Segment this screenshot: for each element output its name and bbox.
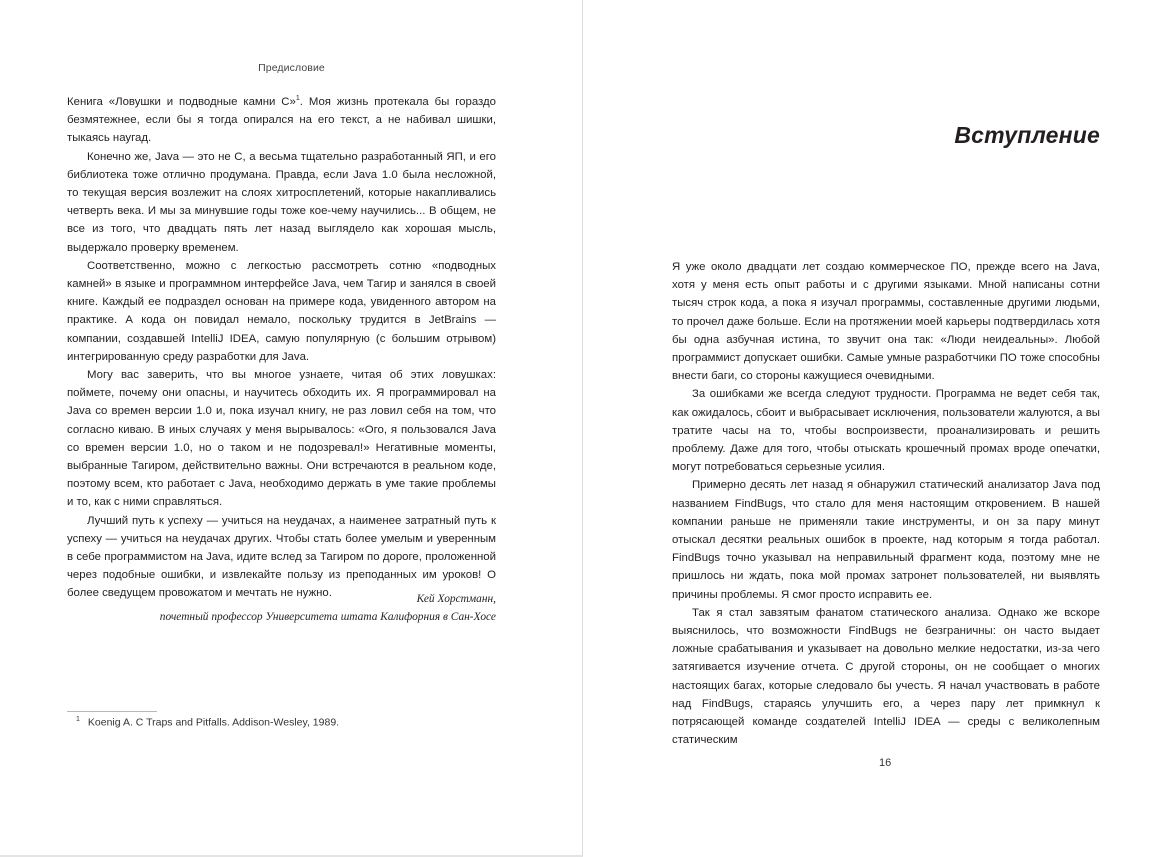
attribution-title: почетный профессор Университета штата Калифорния в Сан-Хосе bbox=[159, 611, 496, 624]
paragraph: Я уже около двадцати лет создаю коммерческое ПО, прежде всего на Java, хотя у меня есть опыт работы и с другими языками. Мной написаны сотни тысяч строк кода, а пока я изучал программы, составленные другими людьми, то прочел даже больше. Если на протяжении моей карьеры подтвердилась хотя бы одна азбучная истина, то звучит она так: «Люди неидеальны». Любой программист допускает ошибки. Самые умные разработчики ПО тоже способны внести баги, со стороны кажущиеся очевидными. bbox=[672, 261, 1100, 383]
footnote bbox=[76, 716, 340, 729]
attribution bbox=[67, 590, 496, 626]
introduction-body bbox=[672, 258, 1100, 749]
paragraph: Соответственно, можно с легкостью рассмотреть сотню «подводных камней» в языке и программном интерфейсе Java, чем Тагир и занялся в своей книге. Каждый ее подраздел основан на примере кода, увиденного автором на практике. А кода он повидал немало, поскольку трудится в JetBrains — компании, создавшей IntelliJ IDEA, самую популярную (с большим отрывом) интегрированную среду разработки для Java. bbox=[67, 259, 496, 363]
footnote-ref[interactable]: 1 bbox=[295, 95, 300, 103]
paragraph-text: Кенига «Ловушки и подводные камни С» bbox=[67, 96, 296, 108]
paragraph-text: . Моя жизнь протекала бы гораздо безмятежнее, если бы я тогда опирался на его текст, а не набивал шишки, тыкаясь наугад. bbox=[67, 96, 497, 145]
paragraph bbox=[67, 93, 496, 148]
chapter-title: Вступление bbox=[954, 122, 1100, 148]
paragraph: Примерно десять лет назад я обнаружил статический анализатор Java под названием FindBugs, что стало для меня настоящим откровением. В нашей компании раньше не применяли такие инструменты, и он за пару минут отыскал десятки реальных ошибок в проекте, над которым я тогда работал. FindBugs точно указывал на неправильный фрагмент кода, поэтому мне не пришлось ни ждать, пока мой промах затронет пользователей, ни выявлять причины проблемы. Я смог просто исправить ее. bbox=[672, 479, 1100, 601]
footnote-mark: 1 bbox=[76, 716, 80, 723]
paragraph: За ошибками же всегда следуют трудности. Программа не ведет себя так, как ожидалось, сбоит и выбрасывает исключения, пользователи жалуются, а вы тратите часы на то, чтобы воспроизвести, проанализировать и решить проблему. Даже для того, чтобы отыскать крошечный промах вроде опечатки, могут потребоваться серьезные усилия. bbox=[672, 388, 1100, 474]
paragraph: Конечно же, Java — это не С, а весьма тщательно разработанный ЯП, и его библиотека тоже отлично продумана. Правда, если Java 1.0 была несложной, то текущая версия возлежит на слоях хитросплетений, которые накапливались четверть века. И мы за минувшие годы тоже кое-чему научились... В общем, не все из того, что двадцать пять лет назад выглядело как хорошая мысль, выдержало проверку временем. bbox=[67, 150, 496, 254]
footnote-text: Koenig A. C Traps and Pitfalls. Addison-Wesley, 1989. bbox=[87, 716, 340, 729]
running-head: Предисловие bbox=[258, 62, 325, 74]
foreword-body bbox=[67, 93, 496, 603]
footnote-divider bbox=[67, 711, 157, 712]
attribution-name: Кей Хорстманн, bbox=[416, 593, 496, 605]
paragraph: Могу вас заверить, что вы многое узнаете, читая об этих ловушках: поймете, почему они опасны, и научитесь обходить их. Я программировал на Java со времен версии 1.0 и, пока изучал книгу, не раз ловил себя на том, что согласно киваю. В иных случаях у меня вырывалось: «Ого, я пользовался Java со времен версии 1.0, но о таком и не подозревал!» Негативные моменты, выбранные Тагиром, действительно важны. Они встречаются в реальном коде, поэтому всем, кто работает с Java, необходимо держать в уме такие проблемы и то, как с ними справляться. bbox=[67, 369, 496, 509]
paragraph: Так я стал завзятым фанатом статического анализа. Однако же вскоре выяснилось, что возможности FindBugs не безграничны: он часто выдает ложные срабатывания и указывает на довольно мелкие недостатки, из-за чего затягивается изучение отчета. С другой стороны, он не сообщает о многих настоящих багах, которые следовало бы учесть. Я начал участвовать в работе над FindBugs, стараясь улучшить его, а через пару лет примкнул к потрясающей команде создателей IntelliJ IDEA — среды с великолепным статическим bbox=[672, 606, 1100, 747]
paragraph: Лучший путь к успеху — учиться на неудачах, а наименее затратный путь к успеху — учиться на неудачах других. Чтобы стать более умелым и уверенным в себе программистом на Java, идите вслед за Тагиром по дороге, проложенной через подобные ошибки, и извлекайте пользу из преподанных им уроков! О более сведущем провожатом и мечтать не нужно. bbox=[67, 514, 496, 600]
page-number: 16 bbox=[879, 757, 892, 769]
